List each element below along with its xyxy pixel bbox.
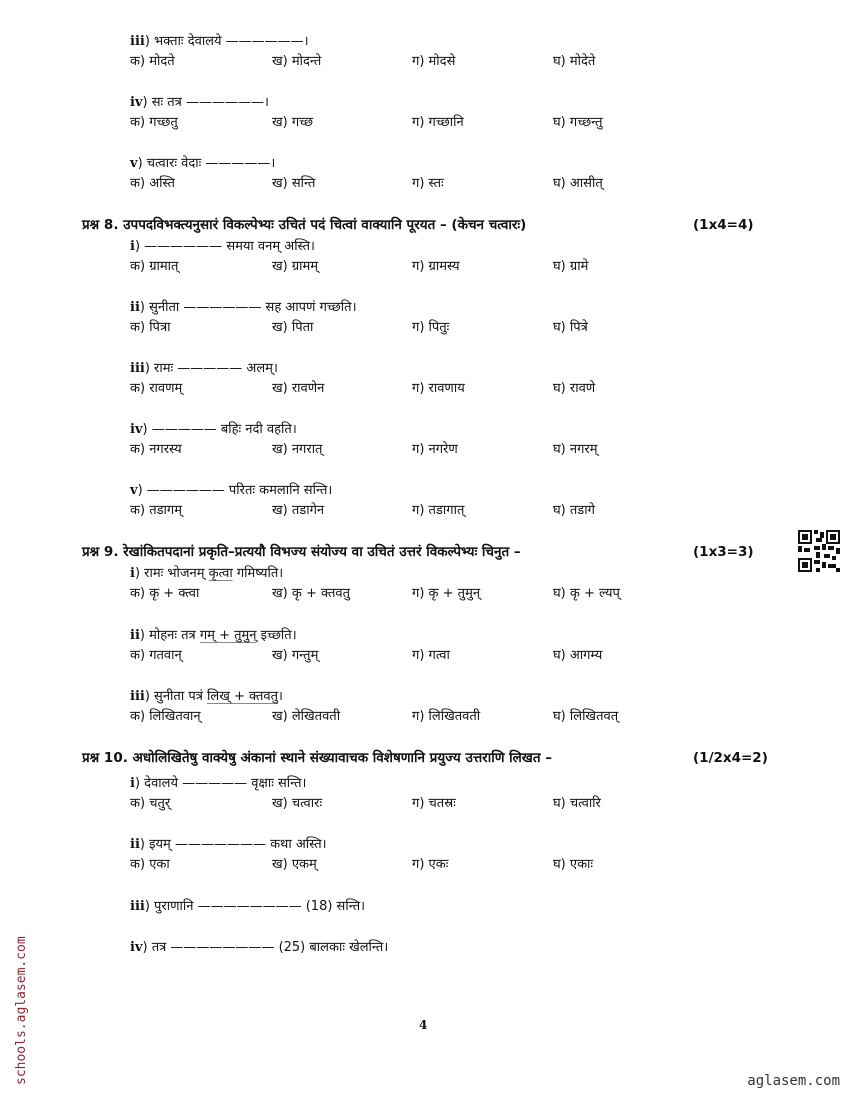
options-row <box>130 114 650 132</box>
question-8-marks: (1x4=4) <box>693 217 754 233</box>
option-ka: क) गतवान् <box>130 648 182 663</box>
option-ga: ग) रावणाय <box>412 381 465 396</box>
item-stem: सुनीता पत्रं <box>154 689 203 704</box>
option-gha: घ) ग्रामे <box>553 259 589 274</box>
question-item: iv) तत्र ———————— (25) बालकाः खेलन्ति। <box>130 940 389 955</box>
item-stem: इच्छति। <box>260 628 297 643</box>
question-item: i) देवालये ————— वृक्षाः सन्ति। <box>130 776 307 791</box>
item-stem: पुराणानि ———————— (18) सन्ति। <box>154 899 366 914</box>
blank: —————— <box>144 239 223 254</box>
options-row <box>130 258 650 276</box>
option-ga: ग) ग्रामस्य <box>412 259 460 274</box>
option-kha: ख) एकम् <box>272 857 317 872</box>
options-row <box>130 380 650 398</box>
option-kha: ख) तडागेन <box>272 503 325 518</box>
option-gha: घ) मोदेते <box>553 54 596 69</box>
item-stem: देवालये ————— वृक्षाः सन्ति। <box>144 776 307 791</box>
option-kha: ख) कृ + क्तवतु <box>272 586 350 601</box>
item-stem: बहिः नदी वहति। <box>220 422 297 437</box>
option-gha: घ) तडागे <box>553 503 595 518</box>
option-kha: ख) लेखितवती <box>272 709 341 724</box>
option-kha: ख) गच्छ <box>272 115 314 130</box>
item-number: ii <box>130 300 140 315</box>
item-number: i <box>130 566 135 581</box>
option-ga: ग) स्तः <box>412 176 444 191</box>
option-gha: घ) गच्छन्तु <box>553 115 603 130</box>
option-gha: घ) चत्वारि <box>553 796 601 811</box>
question-item: v) चत्वारः वेदाः —————। <box>130 156 276 171</box>
option-ga: ग) कृ + तुमुन् <box>412 586 481 601</box>
watermark-bottom: aglasem.com <box>747 1073 840 1089</box>
question-item: iii) भक्ताः देवालये ——————। <box>130 34 309 49</box>
item-number: iii <box>130 361 145 376</box>
option-ga: ग) चतस्रः <box>412 796 456 811</box>
question-item: iv) ————— बहिः नदी वहति। <box>130 422 297 437</box>
item-number: ii <box>130 628 140 643</box>
blank: ————— <box>177 361 243 376</box>
options-row <box>130 319 650 337</box>
item-stem: रामः भोजनम् <box>144 566 205 581</box>
option-kha: ख) गन्तुम् <box>272 648 319 663</box>
blank: ————— <box>151 422 217 437</box>
underlined-word: लिख् + क्तवतु <box>207 689 279 704</box>
question-item: v) —————— परितः कमलानि सन्ति। <box>130 483 333 498</box>
item-stem: इयम् ——————— कथा अस्ति। <box>149 837 327 852</box>
options-row <box>130 585 650 603</box>
item-number: v <box>130 156 138 171</box>
watermark-side: schools.aglasem.com <box>14 936 29 1085</box>
option-ga: ग) लिखितवती <box>412 709 481 724</box>
option-gha: घ) लिखितवत् <box>553 709 619 724</box>
option-ga: ग) गत्वा <box>412 648 450 663</box>
item-stem: गमिष्यति। <box>236 566 284 581</box>
item-number: iv <box>130 940 143 955</box>
question-item: iv) सः तत्र ——————। <box>130 95 269 110</box>
item-number: i <box>130 776 135 791</box>
item-number: iv <box>130 422 143 437</box>
item-stem: अलम्। <box>246 361 278 376</box>
page-number: 4 <box>419 1018 428 1032</box>
item-stem: तत्र ———————— (25) बालकाः खेलन्ति। <box>151 940 389 955</box>
option-ka: क) कृ + क्त्वा <box>130 586 200 601</box>
option-ka: क) मोदते <box>130 54 175 69</box>
question-item: ii) सुनीता —————— सह आपणं गच्छति। <box>130 300 357 315</box>
item-stem: सह आपणं गच्छति। <box>265 300 357 315</box>
option-ga: ग) एकः <box>412 857 449 872</box>
option-ka: क) नगरस्य <box>130 442 182 457</box>
option-ka: क) लिखितवान् <box>130 709 201 724</box>
option-kha: ख) चत्वारः <box>272 796 323 811</box>
option-ga: ग) तडागात् <box>412 503 465 518</box>
option-gha: घ) रावणे <box>553 381 596 396</box>
item-stem: चत्वारः वेदाः —————। <box>146 156 276 171</box>
option-gha: घ) नगरम् <box>553 442 598 457</box>
question-item: ii) इयम् ——————— कथा अस्ति। <box>130 837 327 852</box>
item-stem: भक्ताः देवालये ——————। <box>154 34 309 49</box>
item-stem: । <box>278 689 283 704</box>
options-row <box>130 53 650 71</box>
options-row <box>130 708 650 726</box>
item-stem: परितः कमलानि सन्ति। <box>228 483 333 498</box>
option-ga: ग) पितुः <box>412 320 450 335</box>
item-stem: सुनीता <box>149 300 180 315</box>
option-kha: ख) पिता <box>272 320 314 335</box>
blank: —————— <box>183 300 262 315</box>
question-item: i) रामः भोजनम् कृत्वा गमिष्यति। <box>130 566 284 581</box>
question-10-title: प्रश्न 10. अधोलिखितेषु वाक्येषु अंकानां स्थाने संख्यावाचक विशेषणानि प्रयुज्य उत्तराणि लिखत – <box>82 750 552 766</box>
qr-code-icon <box>798 530 840 572</box>
item-number: v <box>130 483 138 498</box>
blank: —————— <box>146 483 225 498</box>
question-10-marks: (1/2x4=2) <box>693 750 768 766</box>
question-9-marks: (1x3=3) <box>693 544 754 560</box>
item-number: ii <box>130 837 140 852</box>
question-8-title: प्रश्न 8. उपपदविभक्त्यनुसारं विकल्पेभ्यः उचितं पदं चित्वां वाक्यानि पूरयत – (केचन चत्वारः) <box>82 217 527 233</box>
option-ka: क) तडागम् <box>130 503 183 518</box>
question-item: iii) रामः ————— अलम्। <box>130 361 278 376</box>
options-row <box>130 647 650 665</box>
option-ka: क) अस्ति <box>130 176 175 191</box>
option-kha: ख) ग्रामम् <box>272 259 319 274</box>
item-number: iii <box>130 899 145 914</box>
option-ka: क) ग्रामात् <box>130 259 179 274</box>
item-number: iv <box>130 95 143 110</box>
option-ka: क) एका <box>130 857 170 872</box>
question-item: i) —————— समया वनम् अस्ति। <box>130 239 315 254</box>
option-ka: क) रावणम् <box>130 381 183 396</box>
option-gha: घ) आगम्य <box>553 648 603 663</box>
question-item: iii) सुनीता पत्रं लिख् + क्तवतु। <box>130 689 283 704</box>
option-kha: ख) मोदन्ते <box>272 54 322 69</box>
question-9-title: प्रश्न 9. रेखांकितपदानां प्रकृति–प्रत्ययौ विभज्य संयोज्य वा उचितं उत्तरं विकल्पेभ्यः चिनुत – <box>82 544 521 560</box>
options-row <box>130 441 650 459</box>
item-number: iii <box>130 689 145 704</box>
option-gha: घ) कृ + ल्यप् <box>553 586 620 601</box>
option-gha: घ) एकाः <box>553 857 594 872</box>
item-stem: रामः <box>154 361 174 376</box>
question-item: ii) मोहनः तत्र गम् + तुमुन् इच्छति। <box>130 628 297 643</box>
item-stem: सः तत्र ——————। <box>151 95 269 110</box>
option-kha: ख) सन्ति <box>272 176 316 191</box>
option-ga: ग) मोदसे <box>412 54 456 69</box>
item-stem: समया वनम् अस्ति। <box>226 239 315 254</box>
option-ga: ग) नगरेण <box>412 442 458 457</box>
options-row <box>130 502 650 520</box>
option-ka: क) चतुर् <box>130 796 171 811</box>
option-ka: क) गच्छतु <box>130 115 178 130</box>
option-kha: ख) रावणेन <box>272 381 325 396</box>
option-ga: ग) गच्छानि <box>412 115 464 130</box>
item-number: iii <box>130 34 145 49</box>
item-number: i <box>130 239 135 254</box>
item-stem: मोहनः तत्र <box>149 628 196 643</box>
options-row <box>130 795 650 813</box>
option-ka: क) पित्रा <box>130 320 171 335</box>
option-gha: घ) पित्रे <box>553 320 588 335</box>
underlined-word: कृत्वा <box>208 566 233 581</box>
option-gha: घ) आसीत् <box>553 176 603 191</box>
option-kha: ख) नगरात् <box>272 442 323 457</box>
options-row <box>130 856 650 874</box>
question-item: iii) पुराणानि ———————— (18) सन्ति। <box>130 899 366 914</box>
options-row <box>130 175 650 193</box>
underlined-word: गम् + तुमुन् <box>199 628 257 643</box>
